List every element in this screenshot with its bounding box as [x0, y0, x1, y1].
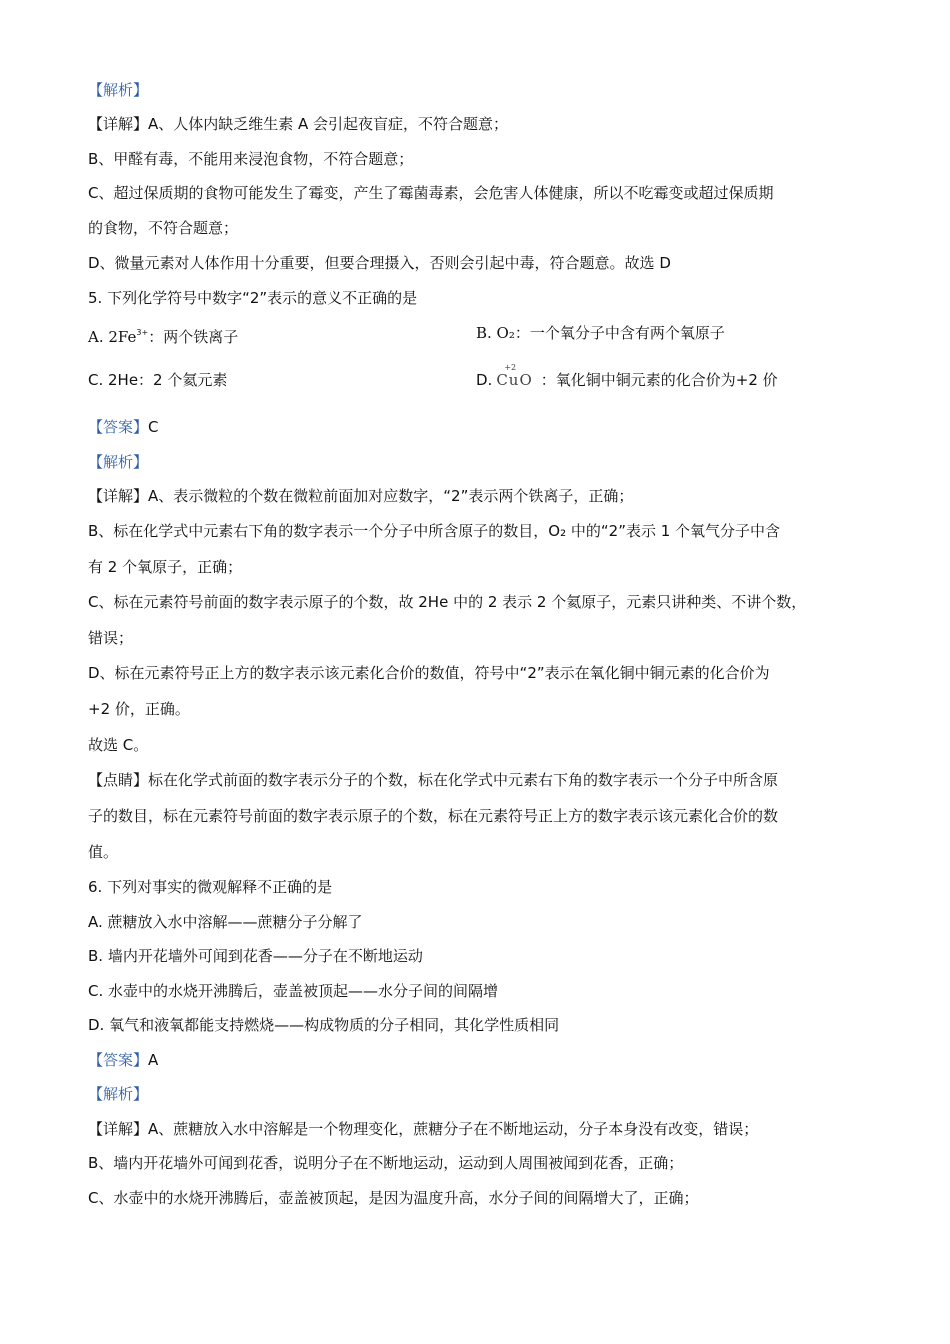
- q5-option-a-label: A. 2Fe: [88, 328, 137, 346]
- tip-text: 子的数目，标在元素符号前面的数字表示原子的个数，标在元素符号正上方的数字表示该元素化合价的数: [88, 807, 779, 825]
- q6-option-b: B. 墙内开花墙外可闻到花香——分子在不断地运动: [88, 947, 423, 965]
- analysis-heading: 【解析】: [88, 81, 149, 99]
- q5-option-b: [476, 323, 725, 343]
- q5-option-d: [476, 363, 778, 390]
- explanation-text: +2 价，正确。: [88, 700, 190, 718]
- q5-option-a-text: ：两个铁离子: [148, 328, 239, 346]
- explanation-text: 有 2 个氧原子，正确；: [88, 558, 243, 576]
- explanation-text: D、标在元素符号正上方的数字表示该元素化合价的数值，符号中“2”表示在氧化铜中铜元素的化合价为: [88, 664, 770, 682]
- tip-text: 值。: [88, 843, 119, 861]
- answer-line: [88, 417, 159, 437]
- q5-option-c: C. 2He：2 个氦元素: [88, 371, 228, 389]
- q5-option-d-text: ：氧化铜中铜元素的化合价为+2 价: [540, 371, 778, 389]
- explanation-text: D、微量元素对人体作用十分重要，但要合理摄入，否则会引起中毒，符合题意。故选 D: [88, 254, 671, 272]
- answer-value: C: [148, 418, 159, 436]
- conclusion-text: 故选 C。: [88, 736, 149, 754]
- q6-option-a: A. 蔗糖放入水中溶解——蔗糖分子分解了: [88, 913, 363, 931]
- q5-option-a: [88, 323, 238, 347]
- answer-line: [88, 1050, 158, 1070]
- explanation-text: 【详解】A、表示微粒的个数在微粒前面加对应数字，“2”表示两个铁离子，正确；: [88, 487, 634, 505]
- answer-tag: 【答案】: [88, 418, 149, 436]
- explanation-text: 【详解】A、蔗糖放入水中溶解是一个物理变化，蔗糖分子在不断地运动，分子本身没有改变，错误；: [88, 1120, 759, 1138]
- explanation-text: B、标在化学式中元素右下角的数字表示一个分子中所含原子的数目，O₂ 中的“2”表示 1 个氧气分子中含: [88, 522, 781, 540]
- explanation-text: 错误；: [88, 629, 134, 647]
- q6-option-d: D. 氧气和液氧都能支持燃烧——构成物质的分子相同，其化学性质相同: [88, 1016, 560, 1034]
- answer-tag: 【答案】: [88, 1051, 149, 1069]
- answer-value: A: [148, 1051, 159, 1069]
- q5-option-d-label: D.: [476, 371, 493, 389]
- explanation-text: C、水壶中的水烧开沸腾后，壶盖被顶起，是因为温度升高，水分子间的间隔增大了，正确；: [88, 1189, 699, 1207]
- question-6-stem: 6. 下列对事实的微观解释不正确的是: [88, 878, 333, 896]
- tip-text: 【点睛】标在化学式前面的数字表示分子的个数，标在化学式中元素右下角的数字表示一个分子中所含原: [88, 771, 779, 789]
- q5-option-a-charge: 3+: [136, 328, 149, 337]
- valence-mark: +2: [504, 363, 517, 372]
- explanation-text: C、超过保质期的食物可能发生了霉变，产生了霉菌毒素，会危害人体健康，所以不吃霉变或超过保质期: [88, 184, 774, 202]
- cuo-formula: CuO: [496, 371, 533, 389]
- q5-option-b-text: ：一个氧分子中含有两个氧原子: [514, 324, 725, 342]
- q6-option-c: C. 水壶中的水烧开沸腾后，壶盖被顶起——水分子间的间隔增: [88, 982, 499, 1000]
- question-5-stem: 5. 下列化学符号中数字“2”表示的意义不正确的是: [88, 289, 418, 307]
- explanation-text: B、墙内开花墙外可闻到花香，说明分子在不断地运动，运动到人周围被闻到花香，正确；: [88, 1154, 684, 1172]
- valence-formula: [496, 363, 533, 390]
- explanation-text: 【详解】A、人体内缺乏维生素 A 会引起夜盲症，不符合题意；: [88, 115, 509, 133]
- explanation-text: B、甲醛有毒，不能用来浸泡食物，不符合题意；: [88, 150, 414, 168]
- q5-option-b-label: B. O₂: [476, 324, 515, 342]
- analysis-heading: 【解析】: [88, 1085, 149, 1103]
- explanation-text: C、标在元素符号前面的数字表示原子的个数，故 2He 中的 2 表示 2 个氦原子，元素只讲种类、不讲个数，: [88, 593, 807, 611]
- explanation-text: 的食物，不符合题意；: [88, 219, 239, 237]
- analysis-heading: 【解析】: [88, 453, 149, 471]
